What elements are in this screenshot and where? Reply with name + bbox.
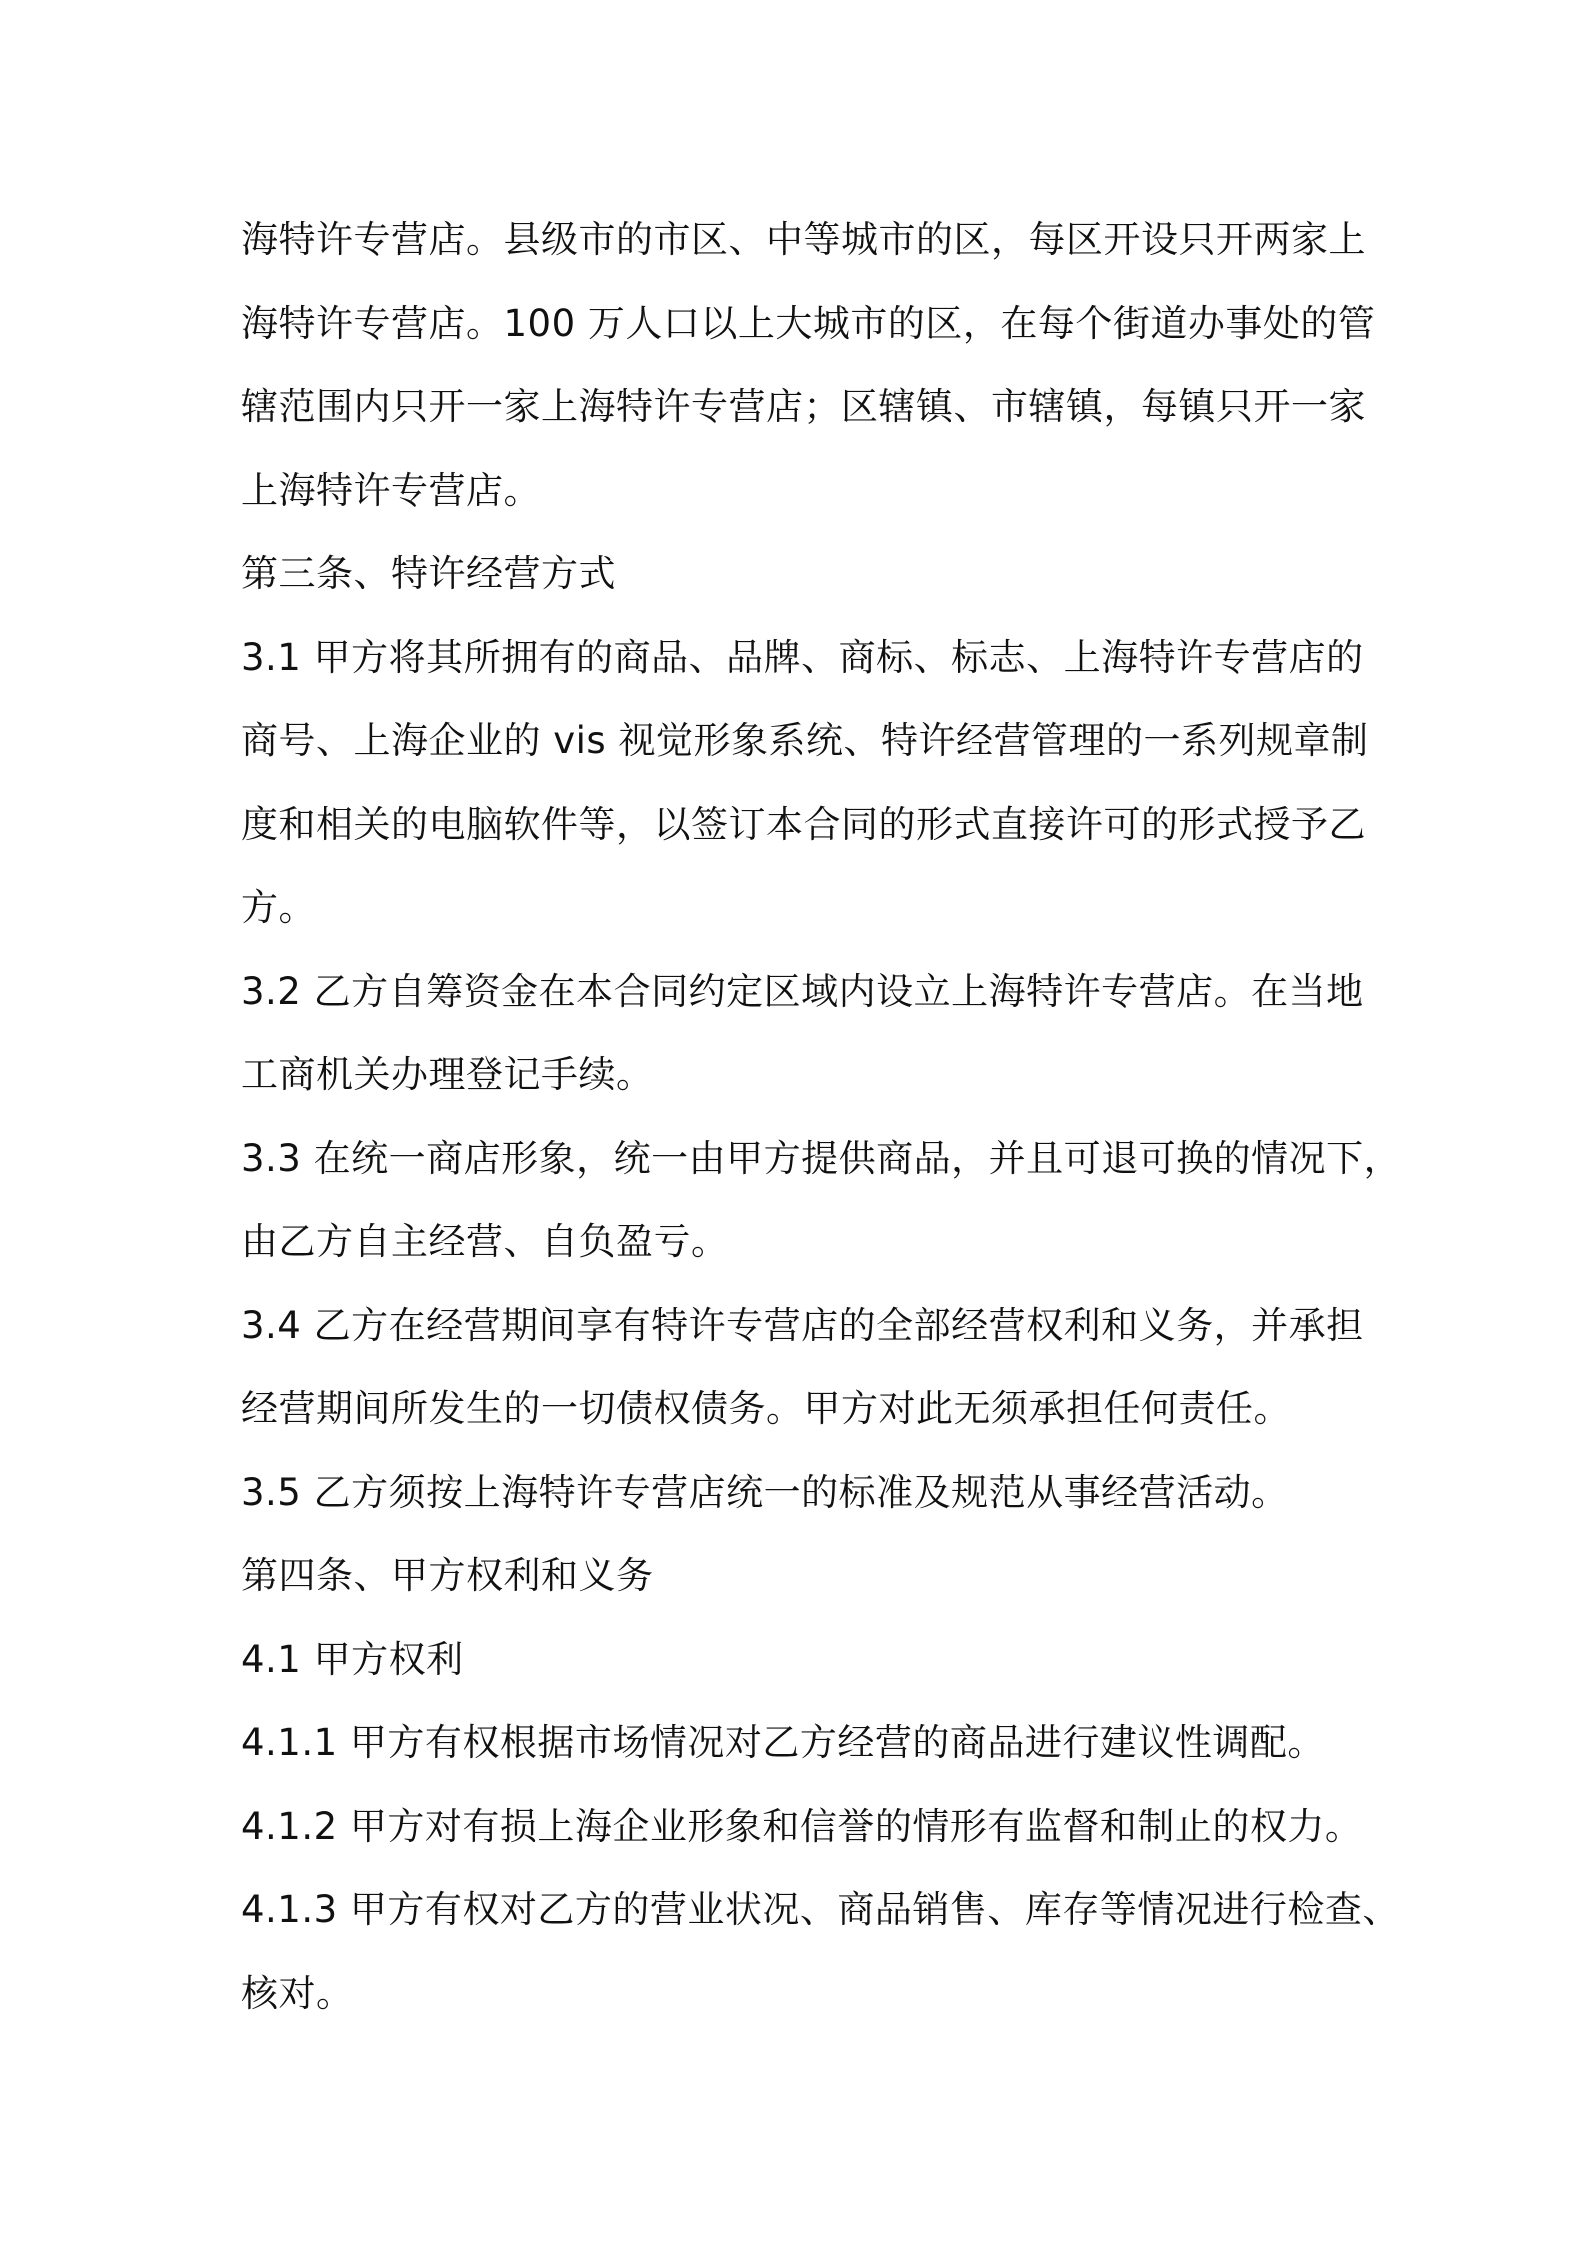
text-line: 4.1.1 甲方有权根据市场情况对乙方经营的商品进行建议性调配。 [241,1721,1325,1764]
text-line: 3.5 乙方须按上海特许专营店统一的标准及规范从事经营活动。 [241,1470,1289,1514]
text-line: 海特许专营店。县级市的市区、中等城市的区，每区开设只开两家上 [241,218,1366,261]
text-line: 工商机关办理登记手续。 [241,1053,654,1096]
text-line: 经营期间所发生的一切债权债务。甲方对此无须承担任何责任。 [241,1387,1291,1430]
text-line: 核对。 [241,1971,354,2015]
text-line: 商号、上海企业的 vis 视觉形象系统、特许经营管理的一系列规章制 [241,719,1369,762]
text-line: 3.2 乙方自筹资金在本合同约定区域内设立上海特许专营店。在当地 [241,969,1364,1013]
text-line: 方。 [241,886,316,929]
section-heading: 第四条、甲方权利和义务 [241,1554,654,1597]
text-line: 度和相关的电脑软件等，以签订本合同的形式直接许可的形式授予乙 [241,802,1366,846]
text-line: 上海特许专营店。 [241,468,541,512]
text-line: 4.1.2 甲方对有损上海企业形象和信誉的情形有监督和制止的权力。 [241,1804,1363,1848]
text-line: 4.1.3 甲方有权对乙方的营业状况、商品销售、库存等情况进行检查、 [241,1888,1400,1931]
document-body [241,198,1402,2035]
text-line: 3.4 乙方在经营期间享有特许专营店的全部经营权利和义务，并承担 [241,1303,1364,1347]
text-line: 3.3 在统一商店形象，统一由甲方提供商品，并且可退可换的情况下， [241,1136,1402,1180]
text-line: 由乙方自主经营、自负盈亏。 [241,1220,729,1263]
text-line: 海特许专营店。100 万人口以上大城市的区，在每个街道办事处的管 [241,301,1376,345]
text-line: 辖范围内只开一家上海特许专营店；区辖镇、市辖镇，每镇只开一家 [241,385,1366,428]
subsection-heading: 4.1 甲方权利 [241,1637,464,1681]
section-heading: 第三条、特许经营方式 [241,552,616,595]
text-line: 3.1 甲方将其所拥有的商品、品牌、商标、标志、上海特许专营店的 [241,635,1364,679]
